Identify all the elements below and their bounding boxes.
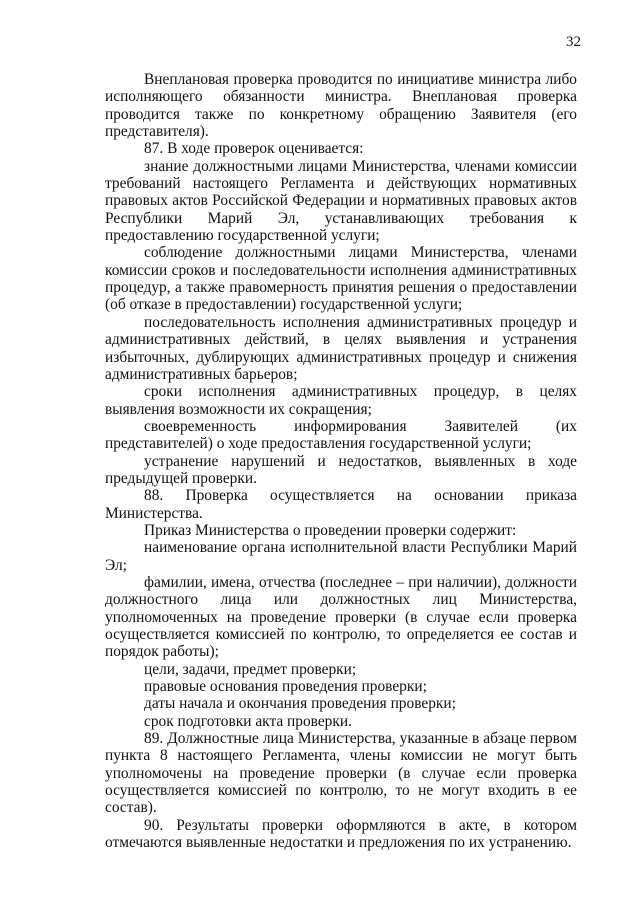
paragraph-authority-name: наименование органа исполнительной власти Республики Марий Эл; xyxy=(105,539,577,574)
paragraph-officials-names: фамилии, имена, отчества (последнее – при наличии), должности должностного лица или должностных лиц Министерства, уполномоченных на проведение проверки (в случае если проверка осуществляется комиссией по контролю, то определяется ее состав и порядок работы); xyxy=(105,573,577,661)
paragraph-procedure-sequence: последовательность исполнения административных процедур и административных действий, в целях выявления и устранения избыточных, дублирующих административных процедур и снижения административных барьеров; xyxy=(105,313,577,383)
paragraph-legal-grounds: правовые основания проведения проверки; xyxy=(144,678,427,696)
paragraph-88-basis: 88. Проверка осуществляется на основании приказа Министерства. xyxy=(105,487,577,522)
document-body xyxy=(105,71,577,851)
paragraph-procedure-terms: сроки исполнения административных процедур, в целях выявления возможности их сокращения; xyxy=(105,383,577,418)
paragraph-90-results: 90. Результаты проверки оформляются в акте, в котором отмечаются выявленные недостатки и предложения по их устранению. xyxy=(105,816,577,852)
paragraph-87-heading: 87. В ходе проверок оценивается: xyxy=(144,140,364,158)
paragraph-goals: цели, задачи, предмет проверки; xyxy=(144,660,357,678)
paragraph-compliance-deadlines: соблюдение должностными лицами Министерства, членами комиссии сроков и последовательности исполнения административных процедур, а также правомерность принятия решения о предоставлении (об отказе в предоставлении) государственной услуги; xyxy=(105,244,577,314)
paragraph-knowledge-requirements: знание должностными лицами Министерства, членами комиссии требований настоящего Регламента и действующих нормативных правовых актов Российской Федерации и нормативных правовых актов Республики Марий Эл, устанавливающих требования к предоставлению государственной услуги; xyxy=(105,157,577,245)
paragraph-unscheduled-inspection: Внеплановая проверка проводится по инициативе министра либо исполняющего обязанности министра. Внеплановая проверка проводится также по конкретному обращению Заявителя (его представителя). xyxy=(105,71,577,141)
paragraph-dates: даты начала и окончания проведения проверки; xyxy=(144,695,456,713)
paragraph-89-officials: 89. Должностные лица Министерства, указанные в абзаце первом пункта 8 настоящего Регламента, члены комиссии не могут быть уполномочены на проведение проверки (в случае если проверка осуществляется комиссией по контролю, то не могут входить в ее состав). xyxy=(105,730,577,817)
page-number: 32 xyxy=(566,34,581,50)
paragraph-act-deadline: срок подготовки акта проверки. xyxy=(144,712,352,730)
paragraph-order-contents: Приказ Министерства о проведении проверки содержит: xyxy=(144,521,517,539)
paragraph-timely-informing: своевременность информирования Заявителей (их представителей) о ходе предоставления государственной услуги; xyxy=(105,417,577,453)
paragraph-elimination-violations: устранение нарушений и недостатков, выявленных в ходе предыдущей проверки. xyxy=(105,452,577,487)
